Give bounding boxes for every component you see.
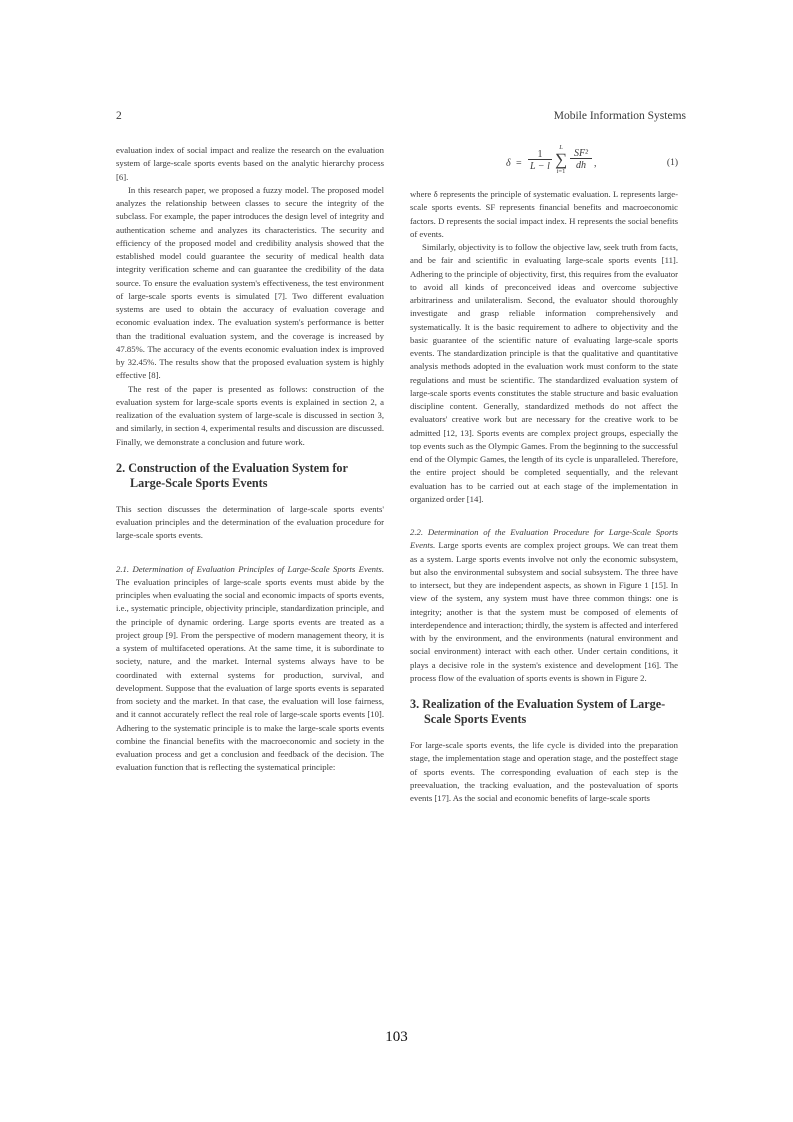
header-page-number: 2: [116, 110, 122, 122]
section-2-heading: 2. Construction of the Evaluation System for Large-Scale Sports Events: [116, 460, 348, 490]
equation-number: (1): [666, 158, 678, 168]
running-header: [116, 110, 686, 126]
paragraph-subsection-2-1: [116, 563, 384, 775]
equation-fraction-1: [528, 148, 552, 171]
paragraph-fuzzy-model: In this research paper, we proposed a fuzzy model. The proposed model analyzes the relationship between classes to secure the integrity of the subclass. For example, the paper introduces the design level of integrity and authentication scheme and analyzes its characteristics. The security and efficiency of the proposed model and credibility analysis showed that the established model could guarantee the security of medical health data integrity verification scheme and can guarantee the credibility of the data source. To ensure the evaluation system's effectiveness, the test environment of large-scale sports events is simulated [7]. Two different evaluation systems are used to obtain the accuracy of evaluation coverage and economic evaluation index. The evaluation system's performance is better than the traditional evaluation system, and the coverage is increased by 47.85%. The accuracy of the events economic evaluation index is improved by 32.45%. The results show that the proposed evaluation system is highly effective [8].: [116, 184, 384, 381]
paragraph-paper-organization: The rest of the paper is presented as follows: construction of the evaluation system for large-scale sports events is explained in section 2, a realization of the evaluation system of large-scale is discussed in section 3, and similarly, in section 4, experimental results and discussion are discussed. Finally, we demonstrate a conclusion and future work.: [116, 383, 384, 447]
equation-fraction-2: [570, 147, 592, 170]
spacer: [410, 506, 678, 526]
sum-upper-limit: L: [559, 144, 563, 151]
paragraph-equation-explanation: where δ represents the principle of systematic evaluation. L represents large-scale sports events. SF represents financial benefits and macroeconomic factors. D represents the social impact index. H represents the social benefits of events.: [410, 189, 678, 239]
paragraph-subsection-2-2: [410, 526, 678, 685]
equation-1: [410, 144, 678, 184]
equation-equals: =: [516, 158, 522, 169]
subsection-2-1-text: The evaluation principles of large-scale sports events must abide by the principles when evaluating the social and economic impacts of sports events, i.e., systematic principle, objectivity principle, standardization principle, and the principle of dynamic ordering. Large sports events are treated as a project group [9]. From the perspective of modern management theory, it is a system of multifaceted operations. At the same time, it is subordinate to society, nature, and the market. Internal systems always have to be coordinated with external systems for production, survival, and development. Suppose that the evaluation of large sports events is separated from society and the market. In that case, the evaluation will lose fairness, and it cannot accurately reflect the real role of large-scale sports events [10]. Adhering to the systematic principle is to make the large-scale sports events combine the financial benefits with the macroeconomic and society in the evaluation process and get a conclusion and feedback of the decision. The evaluation function that is reflecting the systematical principle:: [116, 576, 384, 773]
sigma-symbol: ∑: [554, 150, 568, 169]
journal-name: Mobile Information Systems: [553, 110, 686, 122]
footer-page-number: 103: [385, 1029, 408, 1045]
equation-comma: ,: [594, 158, 597, 169]
sum-lower-limit: i=1: [556, 168, 566, 175]
paragraph-section-2-intro: This section discusses the determination of large-scale sports events' evaluation principles and the determination of the evaluation procedure for large-scale sports events.: [116, 503, 384, 541]
subsection-2-2-heading: 2.2. Determination of the Evaluation Procedure for Large-Scale Sports Events.: [410, 527, 678, 551]
fraction-1-numerator: 1: [537, 149, 543, 160]
subsection-2-1-heading: 2.1. Determination of Evaluation Principles of Large-Scale Sports Events.: [116, 563, 384, 574]
paragraph-intro-continued: evaluation index of social impact and realize the research on the evaluation system of large-scale sports events based on the analytic hierarchy process [6].: [116, 145, 384, 182]
section-3-heading: 3. Realization of the Evaluation System of Large-Scale Sports Events: [410, 697, 666, 726]
summation: [554, 144, 568, 175]
fraction-1-denominator: L − l: [530, 161, 550, 172]
fraction-2-numerator: SF²: [573, 148, 589, 159]
spacer: [116, 543, 384, 563]
right-column: [410, 144, 678, 805]
equation-lhs: δ: [506, 158, 511, 169]
fraction-2-denominator: dh: [576, 160, 586, 171]
paragraph-objectivity: Similarly, objectivity is to follow the objective law, seek truth from facts, and be fair and scientific in evaluating large-scale sports events [11]. Adhering to the principle of objectivity, first, this requires from the evaluator to avoid all kinds of preconceived ideas and overcome subjective arbitrariness and unilateralism. Second, the evaluator should thoroughly investigate and grasp reliable information comprehensively and systematically. It is the basic requirement to adhere to objectivity and the basic guarantee of the scientific nature of evaluating large-scale sports events. The standardization principle is that the qualitative and quantitative analysis methods adopted in the evaluation work must conform to the state regulations and must be scientific. The standardized evaluation system of large-scale sports events constitutes the stable structure and basic evaluation discipline content. Generally, standardized methods do not affect the evaluators' creative work but are necessary for the creative work to be admitted [12, 13]. Sports events are complex project groups, especially the top events such as the Olympic Games. From the beginning to the successful end of the Olympic Games, the length of its cycle is unparalleled. Therefore, the entire project should be completed sequentially, and the relevant evaluation has to be carried out at each stage of the implementation in organized order [14].: [410, 242, 678, 504]
subsection-2-2-text: Large sports events are complex project groups. We can treat them as a system. Large sports events involve not only the economic subsystem, but also the environmental subsystem and social subsystem. The three have to intersect, but they are independent aspects, as shown in Figure 1 [15]. In view of the system, any system must have three common things: one is integrity; another is that the system must be composed of elements of interdependence and interaction; thirdly, the system is affected and interfered with by the environment, and the environments (natural environment and social environment) interact with each other. Under certain conditions, it plays a decisive role in the system's existence and development [16]. The process flow of the evaluation of sports events is shown in Figure 2.: [410, 540, 678, 683]
left-column: [116, 144, 384, 775]
paragraph-section-3: For large-scale sports events, the life cycle is divided into the preparation stage, the implementation stage and operation stage, and the posteffect stage of sports events. The corresponding evaluation of each step is the preevaluation, the tracking evaluation, and the postevaluation of sports events [17]. As the social and economic benefits of large-scale sports: [410, 740, 678, 803]
